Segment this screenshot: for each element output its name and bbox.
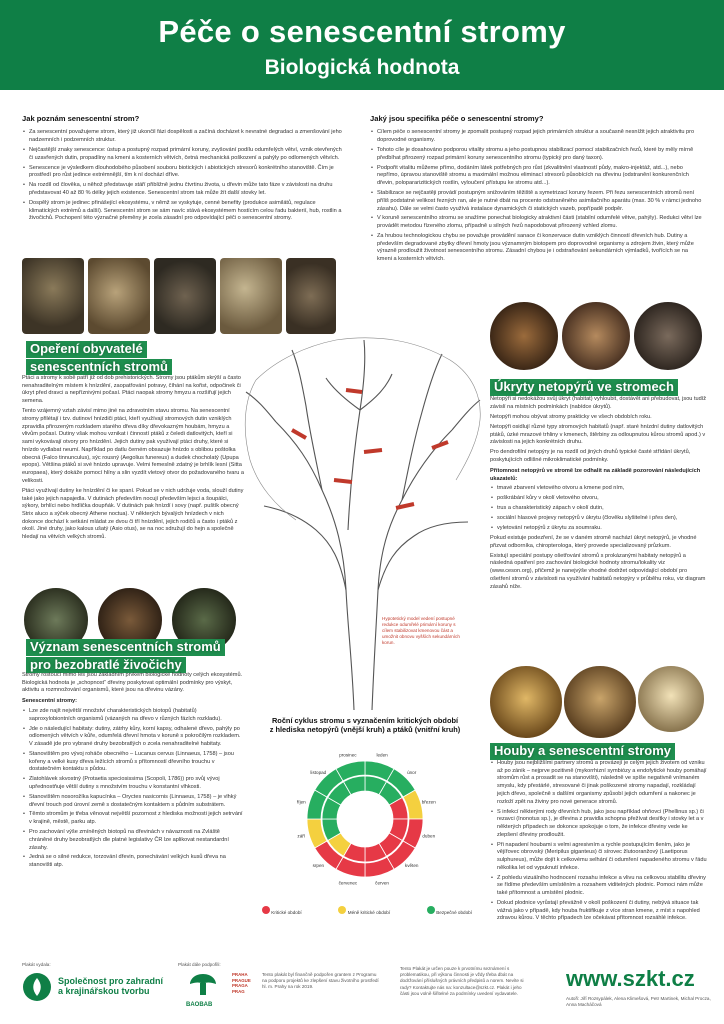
- month-label: srpen: [312, 863, 325, 869]
- legend-swatch-green: [427, 906, 435, 914]
- szkt-logo-icon: [22, 972, 52, 1002]
- insects-section: [22, 672, 244, 872]
- list-item: • Stanovištěm pro vývoj roháče obecného – Lucanus cervus (Linnaeus, 1758) – jsou kořeny a velké kusy dřeva ležících stromů s přítomností dřevního trouchu v dostatečném kontaktu s půdou.: [22, 751, 244, 774]
- subheading: Senescentní stromy:: [22, 698, 78, 705]
- banner-line: Opeření obyvatelé: [26, 341, 147, 358]
- owl-photo: [88, 258, 150, 334]
- bullet-list: [490, 485, 708, 532]
- banner-line: senescentních stromů: [26, 359, 172, 376]
- list-item: • Dokud plodnice vyrůstají převážně v okolí poškození či dutiny, nebývá situace tak vážná jako v případě, kdy houba fruktifikuje z více stran kmene, z míst s napohled zdravou kůrou. V těchto případech lze očekávat přítomnost rozsáhlé infekce.: [490, 900, 708, 923]
- bird-photo: [154, 258, 216, 334]
- month-label: leden: [376, 752, 388, 758]
- month-label: duben: [422, 833, 436, 839]
- list-item: • Při napadení houbami s velmi agresivním a rychle postupujícím tlením, jako je vějířovec obrovský (Meripilus giganteus) či sírovec žlutooranžový (Laetiporus sulphureus), může dojít k celkovému selhání či odumření napadeného stromu v řádu několika let od vypuknutí infekce.: [490, 842, 708, 873]
- wheel-title-line: z hlediska netopýrů (vnější kruh) a ptáků (vnitřní kruh): [269, 725, 461, 735]
- baobab-name: BAOBAB: [186, 1002, 213, 1008]
- list-item: • Dospělý strom je jedinec přinášející ekosystému, v němž se vyskytuje, cenné benefity (produkce asimilátů, regulace klimatických extrémů a další). Senescentní strom se sám navíc stává ekosystémem hostícím celou řadu bakterií, hub, rostlin a živočichů. Pochopení této význačné přeměny je zcela zásadní pro odpovídající péči o senescentní stromy.: [22, 200, 344, 223]
- publisher-name-line: a krajinářskou tvorbu: [58, 986, 150, 997]
- month-label: listopad: [310, 769, 327, 775]
- legend-swatch-yellow: [338, 906, 346, 914]
- list-item: • Cílem péče o senescentní stromy je zpomalit postupný rozpad jejich primárních struktur a současně nesnížit jejich atraktivitu pro doprovodné organismy.: [370, 129, 704, 144]
- publisher-name-line: Společnost pro zahradní: [58, 976, 164, 986]
- list-item: • vyletování netopýrů z úkrytu za soumraku.: [490, 525, 708, 533]
- how-to-recognize-section: [22, 114, 344, 225]
- insects-banner: [20, 636, 231, 677]
- subheading: Přítomnost netopýrů ve stromě lze odhalit na základě pozorování následujících ukazatelů:: [490, 467, 701, 482]
- legend-label: Méně kritické období: [347, 910, 391, 915]
- website-url[interactable]: www.szkt.cz: [566, 966, 695, 991]
- bat-photo: [560, 300, 632, 372]
- paragraph: Ptáci využívají dutiny ke hnízdění či ke spaní. Pokud se v nich udržuje voda, slouží dutiny také jako jejich napajedla. V dutinách především nocují především lejsci a šoupálci, sýkory, brhlíci nebo hrdlička doupňák. V dutinách pak hnízdí i sovy (např. puštík obecný Strix aluco a sýček obecný Athene noctua). V některých bývalých hnízdech v nich dokonce dochází k setkání mládat ze dvou či tří hnízdění, jejich rodičů a často i ptáků z okolí. Jiné druhy, jako kalous ušatý (Asio otus), se na noc sdružují do hejn a společně hledají na větvích velkých stromů.: [22, 487, 244, 541]
- bats-section: [490, 396, 708, 594]
- woodpecker-photo: [286, 258, 336, 334]
- section-heading: Jak poznám senescentní strom?: [22, 114, 140, 123]
- paragraph: Pokud existuje podezření, že se v daném stromě nachází úkryt netopýrů, je vhodné přizvat odborníka, chiropterologa, který provede specializovaný průzkum.: [490, 534, 697, 549]
- baobab-logo-icon: [186, 970, 220, 1000]
- birds-banner: [20, 338, 178, 379]
- bullet-list: [22, 708, 244, 870]
- paragraph: Tento vzájemný vztah závisí mimo jiné na zdravotním stavu stromu. Na senescentní stromy přilétají i tzv. dutinoví hnízdiči ptáci, kteří využívají stromových dutin vzniklých zpravidla přirozeným rozkladem starého dřeva díky dřevokazným houbám, hmyzu a vlivům počasí. Dutiny však mohou vznikat i činností ptáků z čeledi datlovitých, kteří si sami vykovávají otvory pro hnízdění. Jejich dutiny pak využívají ptáci druhy, které si hnízdo vydlabat neumí. Například po datlu černém obsazuje hnízdo s oblibou poštolka obecná (Falco tinnunculus), sýc rousný (Aegolius funereus) a dudek chocholatý (Upupa epops). Většina ptáků si své hnízdo upravuje. Velmi řemeslně zdatný je brhlík lesní (Sitta europaea), který dokáže pomocí hlíny a slin vyzdít vletový otvor do požadovaného tvaru a velikosti.: [22, 408, 245, 484]
- list-item: • Těmto stromům je třeba věnovat největší pozornost z hlediska možnosti jejich setrvání v krajině, městě, parku atp.: [22, 811, 244, 826]
- legend-label: Kritické období: [271, 910, 302, 915]
- month-label: červenec: [338, 880, 358, 886]
- legend-item: [427, 906, 472, 915]
- list-item: • trus a charakteristický zápach v okolí dutin,: [490, 505, 708, 513]
- paragraph: Ptáci a stromy k sobě patří již od dob prehistorických. Stromy jsou ptákům skrýší a často nenahraditelným místem k hnízdění, zaopatřování potravy, číhání na kořist, odpočinek či úkryt před dravci a nepříznivými počasí. Ptáci naopak stromy hmyzu a rozšiřují jejich semena.: [22, 375, 241, 405]
- banner-line: Význam senescentních stromů: [26, 639, 225, 656]
- paragraph: Netopýři mohou obývat stromy prakticky ve všech obdobích roku.: [490, 413, 652, 420]
- legend-item: [338, 906, 390, 915]
- tree-note: Hypotetický model vedení postupné redukce odumřelé primární koruny s cílem stabilizovat kmenovou část a umožnit obnovu vyšších sekundárních korun.: [382, 616, 460, 645]
- legend-label: Bezpečné období: [436, 910, 472, 915]
- bullet-list: [490, 760, 708, 923]
- bat-photo: [632, 300, 704, 372]
- list-item: • Houby jsou nejbližšími partnery stromů a provázejí je celým jejich životem od vzniku až po zánik – nejprve pozitivně (mykorrhizní symbiózy a endofytické houby pomáhají stromům růst a prosadit se na stanovišti), následně ve spíše negativně vnímaném smyslu, kdy přestárlé, stresované či jinak poškozené stromy napadají, rozkládají jejich dřevo, společně s dalšími organismy způsobí jejich odumření a nakonec je rozloží zpět na živiny pro nové generace stromů.: [490, 760, 708, 806]
- banner-line: pro bezobratlé živočichy: [26, 657, 186, 674]
- wheel-legend: [262, 906, 472, 915]
- care-specifics-section: [370, 114, 704, 266]
- poster-title: Péče o senescentní stromy: [158, 14, 566, 49]
- month-label: únor: [407, 769, 417, 775]
- section-heading: Jaký jsou specifika péče o senescentní stromy?: [370, 114, 544, 123]
- footer: [0, 962, 724, 1024]
- month-label: září: [297, 833, 306, 839]
- mushroom-photo: [488, 664, 564, 740]
- bullet-list: [370, 129, 704, 263]
- list-item: • Za hrubou technologickou chybu se považuje provádění sanace či konzervace dutin vzniklých činností dřevních hub. Dutiny a především degradované zbytky dřevní hmoty jsou významným biotopem pro doprovodné organismy a zdrojem živin, který může výrazně prodloužit životnost senescentního stromu. Zásadní chybou je i odstraňování sekundárních výmladků, tvořících se na kmeni a kosterních větvích.: [370, 233, 704, 264]
- list-item: • Za senescentní považujeme strom, který již ukončil fázi dospělosti a začíná docházet k nevratné degradaci a zmenšování jeho nadzemních i podzemních struktur.: [22, 129, 344, 144]
- poster-header: [0, 0, 724, 90]
- grant-text: Tento plakát byl finančně podpořen grantem z Programu na podporu projektů ke zlepšení stavu životního prostředí hl. m. Prahy na rok 2019.: [262, 972, 379, 990]
- bird-photo: [220, 258, 282, 334]
- paragraph: Netopýři si nedokážou svůj úkryt (habitat) vyhloubit, dostávět ani přebudovat, jsou tudíž závislí na místních podmínkách (nabídce úkrytů).: [490, 396, 707, 410]
- paragraph: Pro dendrofilní netopýry je na rozdíl od jiných druhů typické časté střídání úkrytů, poskytujících odlišné mikroklimatické podmínky.: [490, 449, 691, 464]
- legend-swatch-red: [262, 906, 270, 914]
- list-item: • Lze zde najít největší množství charakteristických biotopů (habitatů) saproxylobiontních organismů (vázaných na dřevo v různých fázích rozkladu).: [22, 708, 244, 723]
- banner-line: Úkryty netopýrů ve stromech: [490, 379, 678, 396]
- month-label: červen: [375, 880, 389, 886]
- paragraph: Stromy rostoucí mimo les jsou základním prvkem biologické hodnoty celých ekosystémů. Biologická hodnota je „schopnost“ dřeviny poskytovat optimální podmínky pro výskyt, aktivitu a rozmnožování organismů, které jsou na dřevinu vázány.: [22, 672, 243, 694]
- paragraph: Existují speciální postupy ošetřování stromů s prokázanými habitaty netopýrů a následná opatření pro zachování biologické hodnoty stromu/lokality viz (www.ceson.org), přičemž je nanejvýše vhodné dodržet odpovídající období pro ošetření stromů v závislosti na využívání habitatů netopýry v průběhu roku, viz diagram zásahů níže.: [490, 552, 706, 590]
- mushroom-photo: [636, 664, 706, 734]
- list-item: • Pro zachování výše zmíněných biotopů na dřevinách v návaznosti na Zvláště chráněné druhy bezobratlých dle platné legislativy ČR lze aplikovat nestandardní zásahy.: [22, 829, 244, 852]
- authors: Autoři: Jiří Rozsypálek, Alena Klimešová, Petr Martinek, Michal Procza, Anna Macháčová: [566, 996, 711, 1008]
- list-item: • Senescence je výsledkem dlouhodobého působení souboru biotických i abiotických stresorů konkrétního stanoviště. Čím je prostředí pro růst jedince extrémnější, tím k ní dochází dříve.: [22, 165, 344, 180]
- bat-photo: [488, 300, 560, 372]
- month-label: květen: [404, 863, 419, 869]
- wheel-title: [250, 716, 480, 735]
- list-item: • Zlatohlávek skvostný (Protaetia speciosissima (Scopoli, 1786)) pro svůj vývoj upřednostňuje větší dutiny s množstvím trouchu v konstantní vlhkosti.: [22, 776, 244, 791]
- legend-item: [262, 906, 302, 915]
- paragraph: Netopýři osidlují různé typy stromových habitatů (např. staré hnízdní dutiny datlovitých ptáků, úzké mrazové trhliny v kmenech, štěrbiny za odloupnutou kůrou stromů apod.) v závislosti na jejich konkrétních druhu.: [490, 423, 706, 446]
- annual-cycle-wheel: [290, 744, 440, 894]
- partner-label: Plakát dále podpořili:: [178, 962, 221, 967]
- publisher-label: Plakát vydala:: [22, 962, 51, 967]
- mushroom-photo: [562, 664, 638, 740]
- publisher-name: [58, 976, 163, 997]
- banner-line: Houby a senescentní stromy: [490, 743, 675, 760]
- list-item: • Stanovištěm nosorožíka kapucínka – Oryctes nasicornis (Linnaeus, 1758) – je vlhký dřevní trouch pod úrovní země s dostatečným kontaktem s půdním substrátem.: [22, 794, 244, 809]
- list-item: • Z pohledu vizuálního hodnocení rozsahu infekce a vlivu na celkovou stabilitu dřeviny se řídíme především umístěním a rozsahem viditelných plodnic. Pomoci nám může také přítomnost a umístění plodnic.: [490, 875, 708, 898]
- list-item: • Na rozdíl od člověka, u něhož představuje stáří přibližně jednu čtvrtinu života, u dřevin může tato fáze v závislosti na druhu představovat 40 až 80 % délky jejich existence. Senescentní strom tak může žít další stovky let.: [22, 182, 344, 197]
- poster-subtitle: Biologická hodnota: [264, 56, 460, 79]
- bullet-list: [22, 129, 344, 223]
- list-item: • V koruně senescentního stromu se snažíme ponechat biologicky atraktivní části (stabilní odumřelé větve, pahýly). Redukci větví lze provádět metodou řízeného zlomu, případně u silných řezů napodobovat přirozený vzhled zlomu.: [370, 215, 704, 230]
- birds-section: [22, 375, 244, 544]
- list-item: • Stabilizace se nejčastěji provádí postupným snižováním těžiště a symetrizací koruny řezem. Při řezu senescentních stromů není příliš podstatné velikost řezných ran, ale je nutné dbát na procento odstraněného asimilačního aparátu (max. 30 % v rámci jednoho zásahu). Dále se velmi často využívá instalace dynamických či statických vazeb, popřípadě podpěr.: [370, 190, 704, 213]
- list-item: • Nejčastější znaky senescence: ústup a postupný rozpad primární koruny, zvyšování podílu odumřelých větví, vznik otevřených či uzavřených dutin, propadliny na kmeni a kosterních větvích, četná mechanická poškození a pahýly po odlomených větvích.: [22, 147, 344, 162]
- license-text: Tento Plakát je určen pouze k prvotnímu seznámení s problematikou, při výkonu činnosti je vždy třeba dbát na dodržování příslušných právních předpisů a norem. Nevíte si rady? Kontaktujte nás na: konzultace@szkt.cz. Plakát i jeho části jsou volně šiřitelné za podmínky uvedení vydavatele.: [400, 966, 524, 996]
- list-item: • Podpořit vitalitu můžeme přímo, dodáním látek potřebných pro růst (zkvalitnění vlastností půdy, makro-injektáž, atd...), nebo nepřímo, úpravou stanoviště stromu a maximální možnou eliminací stresorů působících na dřevinu (odstranění konkurenčních dřevin, polopararizitických rostlin, vyloučení přístupu ke stromu atd...).: [370, 165, 704, 188]
- list-item: • tmavé zbarvení vletového otvoru a kmene pod ním,: [490, 485, 708, 493]
- tree-illustration: [236, 330, 486, 710]
- list-item: • Tohoto cíle je dosahováno podporou vitality stromu a jeho postupnou stabilizací pomocí stabilizačních řezů, které by měly mírně předbíhat přirozený rozpad primární koruny senescentního stromu (typický pro daný taxon).: [370, 147, 704, 162]
- list-item: • poškrábání kůry v okolí vletového otvoru,: [490, 495, 708, 503]
- fungi-section: [490, 760, 708, 925]
- bird-photo: [22, 258, 84, 334]
- list-item: • Jedná se o silné redukce, torzování dřevin, ponechávání velkých kusů dřeva na stanovišti atp.: [22, 854, 244, 869]
- month-label: březen: [421, 799, 436, 805]
- list-item: • S infekcí některými rody dřevních hub, jako jsou například ohňovci (Phellinus sp.) či rezavci (Inonotus sp.), je dřevina z pravidla schopna přežívat desítky i stovky let a v některých případech se dokonce spokojuje o tom, že infekce dřeviny vede ke zlepšení dřeviny prodloužit.: [490, 809, 708, 840]
- wheel-center: [338, 792, 392, 846]
- list-item: • sociální hlasové projevy netopýrů v úkrytu (člověku slyšitelné i přes den),: [490, 515, 708, 523]
- month-label: prosinec: [339, 752, 357, 758]
- list-item: • Jde o následující habitaty: dutiny, zátrhy kůry, korní kapsy, odhalené dřevo, pahýly po odlomených větvích v kůře, odumřelá dřevní hmota v koruně s pokročilým rozkladem. V zásadě jde pro vybrané druhy bezobratlých o zcela nenahraditelné habitaty.: [22, 726, 244, 749]
- month-label: říjen: [296, 799, 306, 805]
- praha-logo: PRAHA PRAGUE PRAGA PRAG: [232, 972, 251, 995]
- wheel-title-line: Roční cyklus stromu s vyznačením kritických období: [271, 716, 459, 725]
